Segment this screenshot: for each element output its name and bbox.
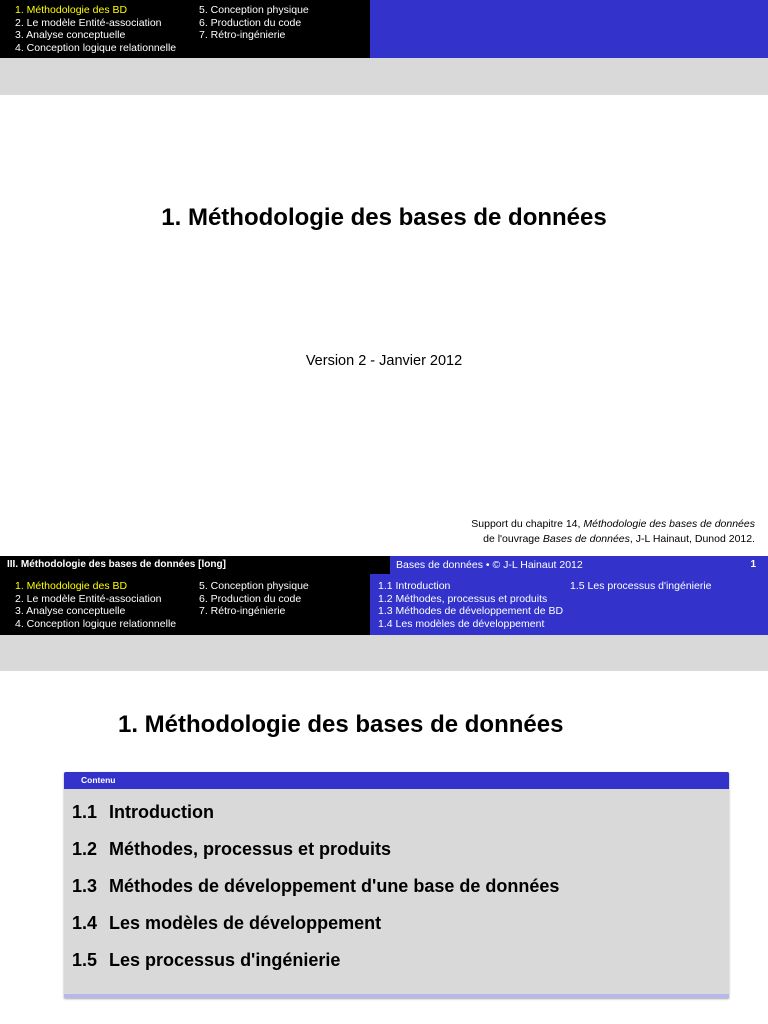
toc-number: 1.5 — [72, 950, 98, 970]
nav-subsections-col1 — [378, 580, 563, 631]
nav-link-section-3[interactable]: 3. Analyse conceptuelle — [15, 605, 126, 618]
nav-link-section-5[interactable]: 5. Conception physique — [199, 4, 309, 16]
nav-link-section-6[interactable]: 6. Production du code — [199, 592, 302, 605]
contents-block-header — [64, 772, 729, 789]
page-number: 1 — [750, 559, 756, 570]
contents-block-title: Contenu — [81, 775, 116, 785]
footer-section-title — [0, 556, 390, 574]
header-band-2 — [0, 635, 768, 671]
slide-title-2: 1. Méthodologie des bases de données — [118, 711, 564, 738]
header-band — [0, 58, 768, 95]
slide-title: 1. Méthodologie des bases de données — [161, 204, 607, 231]
toc-item-1-1[interactable] — [72, 802, 214, 823]
toc-label: Introduction — [109, 802, 214, 822]
toc-label: Méthodes, processus et produits — [109, 839, 392, 859]
nav-link-section-1[interactable]: 1. Méthodologie des BD — [15, 580, 128, 592]
toc-item-1-4[interactable] — [72, 913, 381, 934]
toc-label: Les modèles de développement — [109, 913, 382, 933]
footer-copyright: Bases de données • © J-L Hainaut 2012 — [396, 559, 583, 571]
nav-link-section-3[interactable]: 3. Analyse conceptuelle — [15, 29, 126, 42]
nav-link-subsection-1-3[interactable]: 1.3 Méthodes de développement de BD — [378, 605, 564, 618]
nav-link-section-2[interactable]: 2. Le modèle Entité-association — [15, 592, 162, 605]
nav-sections-right — [199, 4, 309, 42]
nav-sections-right-2 — [199, 580, 309, 618]
contents-block — [64, 772, 729, 998]
book-title: Bases de données — [542, 533, 630, 545]
contents-block-bottom — [64, 994, 729, 998]
toc-number: 1.4 — [72, 913, 98, 933]
nav-link-section-1[interactable]: 1. Méthodologie des BD — [15, 4, 128, 16]
nav-link-subsection-1-2[interactable]: 1.2 Méthodes, processus et produits — [378, 592, 548, 605]
toc-item-1-5[interactable] — [72, 950, 340, 971]
footer-left-text: III. Méthodologie des bases de données [long] — [7, 559, 226, 570]
toc-item-1-2[interactable] — [72, 839, 391, 860]
book-prefix: de l'ouvrage — [483, 533, 543, 545]
toc-item-1-3[interactable] — [72, 876, 559, 897]
support-credit — [471, 517, 755, 547]
nav-link-section-7[interactable]: 7. Rétro-ingénierie — [199, 605, 286, 618]
nav-link-subsection-1-1[interactable]: 1.1 Introduction — [378, 580, 451, 592]
nav-link-section-2[interactable]: 2. Le modèle Entité-association — [15, 16, 162, 29]
support-line-2 — [471, 532, 755, 547]
nav-link-section-4[interactable]: 4. Conception logique relationnelle — [15, 42, 177, 55]
nav-link-section-6[interactable]: 6. Production du code — [199, 16, 302, 29]
nav-link-subsection-1-5[interactable]: 1.5 Les processus d'ingénierie — [570, 580, 712, 592]
nav-link-section-4[interactable]: 4. Conception logique relationnelle — [15, 618, 177, 631]
toc-number: 1.1 — [72, 802, 98, 822]
nav-subsections-col2 — [570, 580, 712, 593]
book-author: , J-L Hainaut, Dunod 2012. — [629, 533, 755, 545]
toc-label: Méthodes de développement d'une base de données — [109, 876, 560, 896]
support-prefix: Support du chapitre 14, — [471, 518, 584, 530]
version-text: Version 2 - Janvier 2012 — [305, 353, 463, 369]
toc-label: Les processus d'ingénierie — [109, 950, 341, 970]
nav-bar-right — [370, 0, 768, 58]
nav-link-section-7[interactable]: 7. Rétro-ingénierie — [199, 29, 286, 42]
nav-sections-left — [15, 4, 176, 55]
toc-number: 1.2 — [72, 839, 98, 859]
nav-sections-left-2 — [15, 580, 176, 631]
support-line-1 — [471, 517, 755, 532]
chapter-title: Méthodologie des bases de données — [583, 518, 755, 530]
toc-number: 1.3 — [72, 876, 98, 896]
nav-link-subsection-1-4[interactable]: 1.4 Les modèles de développement — [378, 618, 545, 631]
nav-link-section-5[interactable]: 5. Conception physique — [199, 580, 309, 592]
footer-info — [390, 556, 768, 574]
